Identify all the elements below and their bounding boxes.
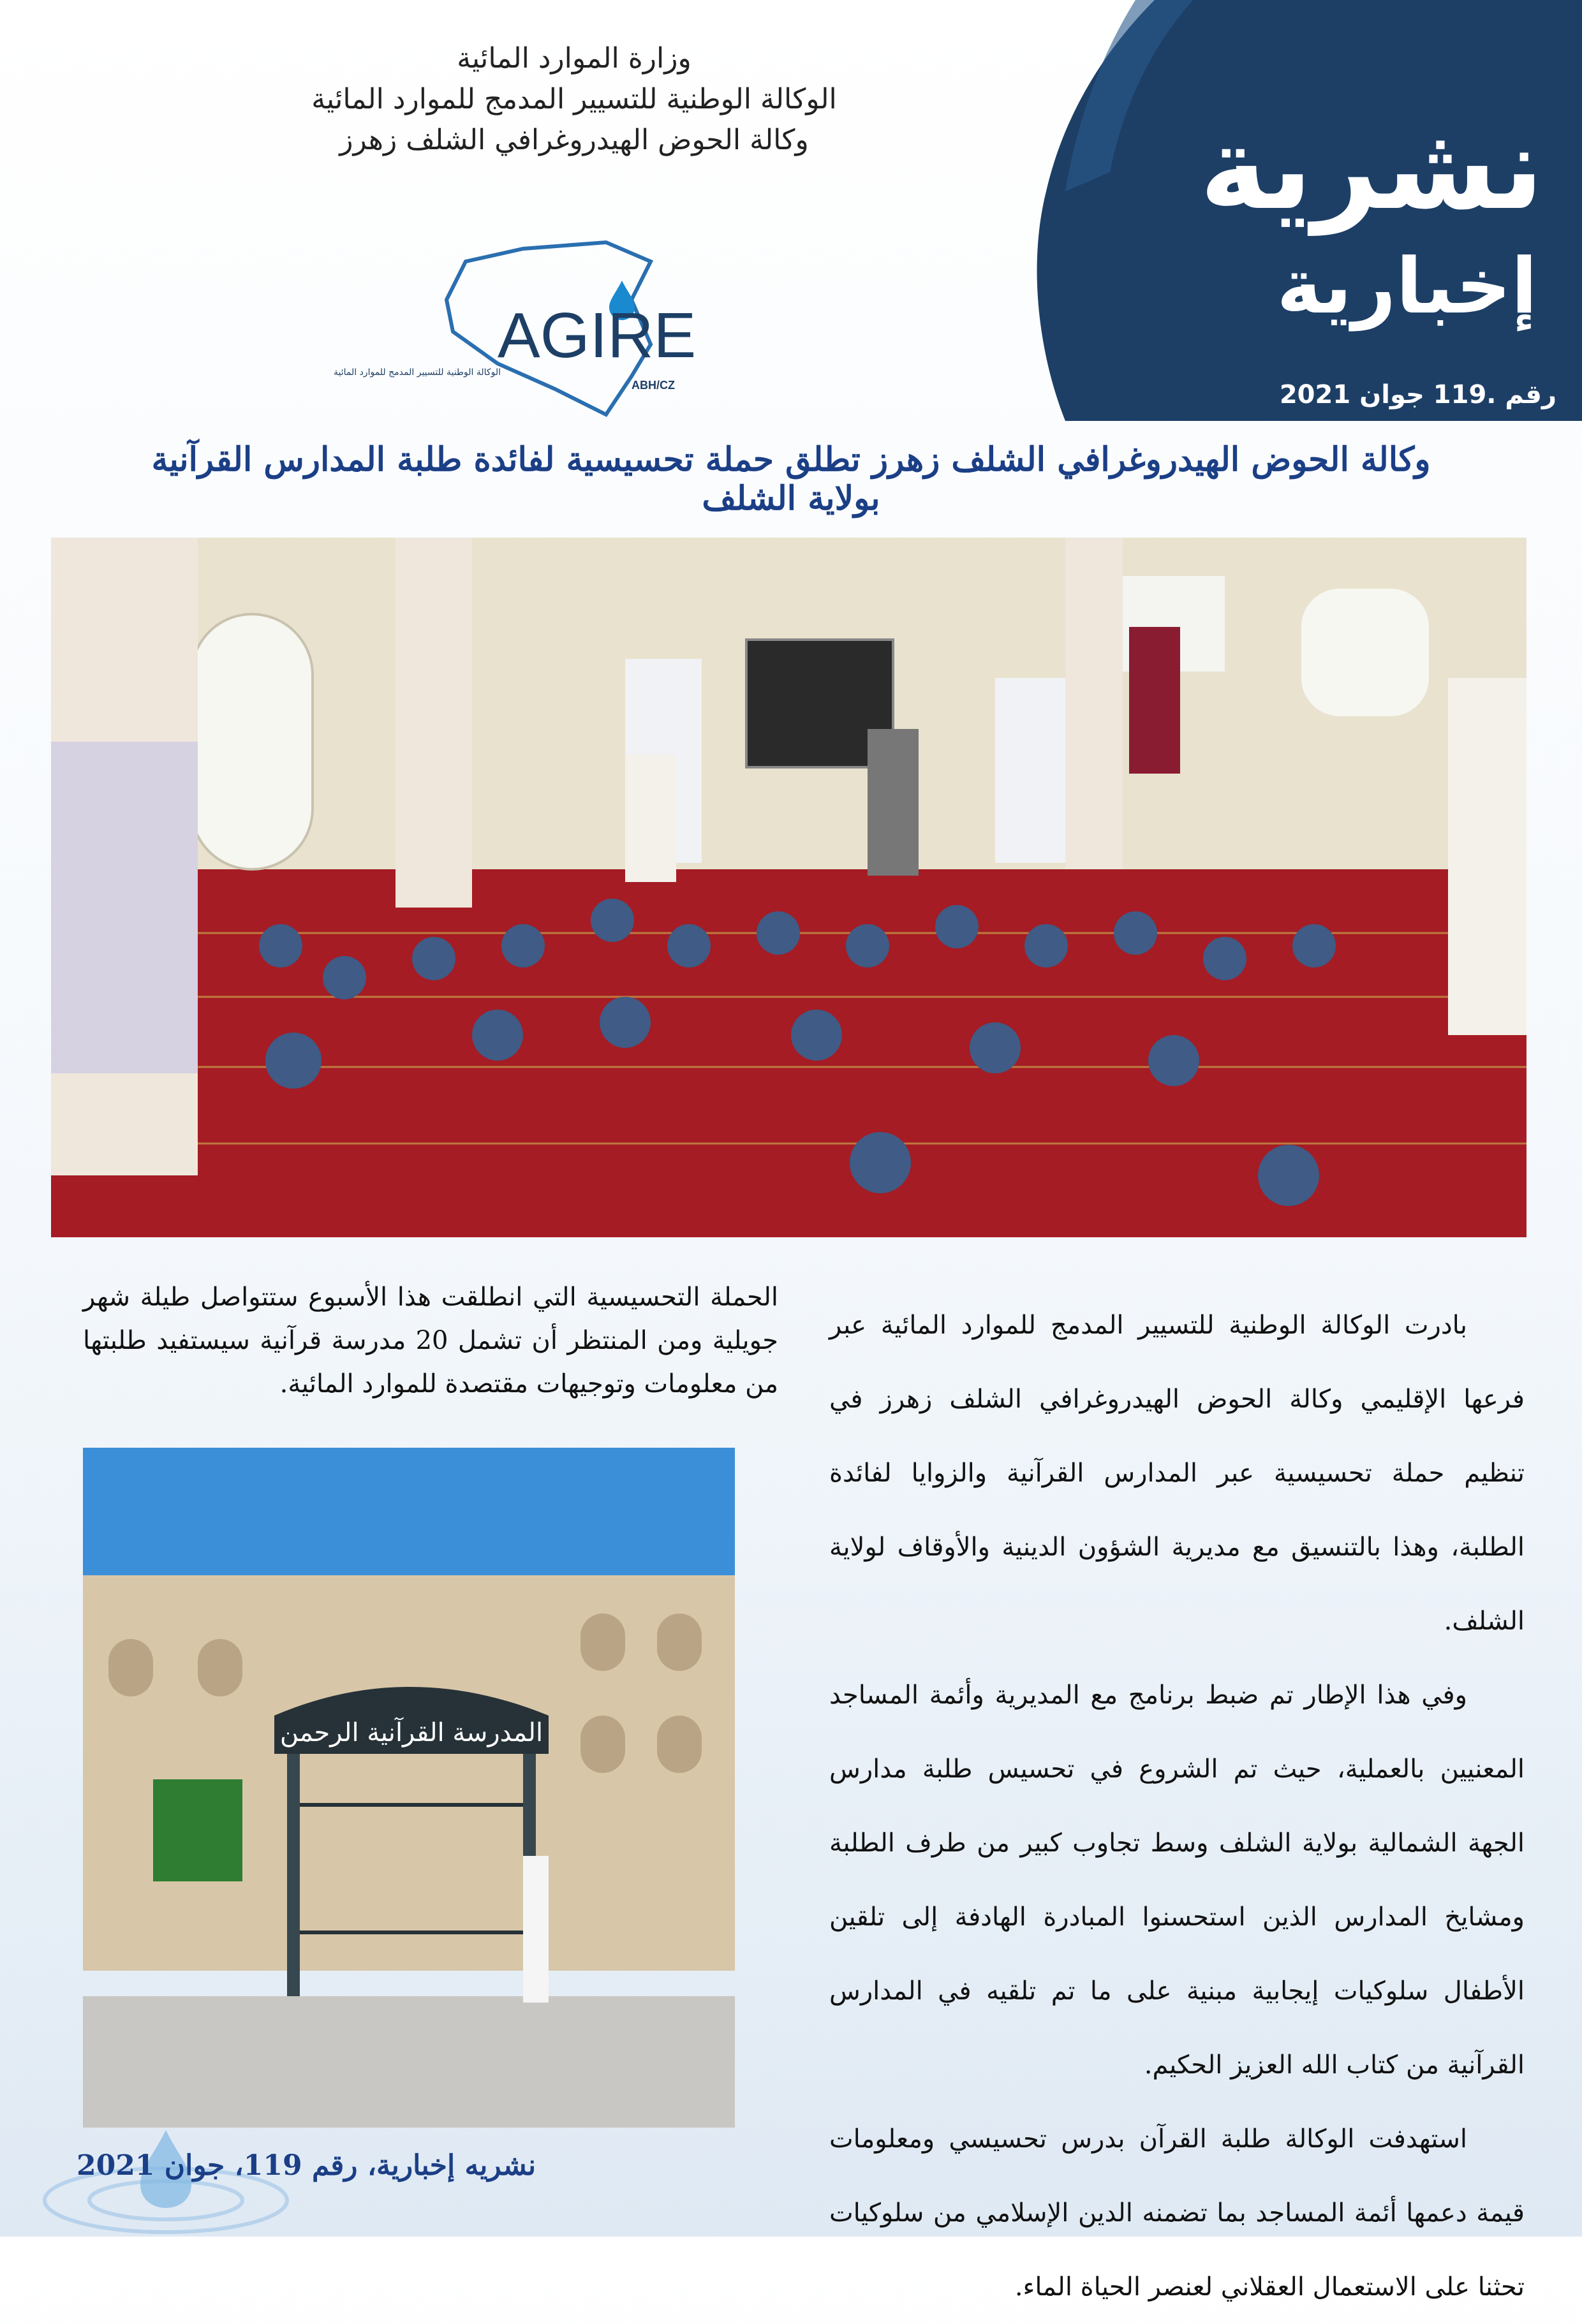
issue-number: رقم .119 جوان 2021 — [1279, 380, 1556, 409]
ministry-header — [268, 38, 880, 161]
school-sign: المدرسة القرآنية الرحمن — [279, 1718, 543, 1747]
article-left-paragraph: الحملة التحسيسية التي انطلقت هذا الأسبوع ستتواصل طيلة شهر جويلية ومن المنتظر أن تشمل 20 مدرسة قرآنية سيستفيد طلبتها من معلومات وتوجيهات مقتصدة للموارد المائية. — [83, 1283, 778, 1399]
masthead-title: نشرية — [1199, 102, 1544, 235]
logo-subtitle: الوكالة الوطنية للتسيير المدمج للموارد المائية — [333, 367, 501, 378]
logo-name: AGIRE — [498, 300, 697, 371]
quranic-school-photo — [83, 1448, 735, 2128]
agire-logo — [333, 236, 714, 427]
ministry-line: وزارة الموارد المائية — [457, 42, 691, 75]
article-paragraph: بادرت الوكالة الوطنية للتسيير المدمج للموارد المائية عبر فرعها الإقليمي وكالة الحوض الهيدروغرافي الشلف زهرز في تنظيم حملة تحسيسية عبر المدارس القرآنية والزوايا لفائدة الطلبة، وهذا بالتنسيق مع مديرية الشؤون الدينية والأوقاف لولاية الشلف. — [829, 1311, 1525, 1636]
masthead-subtitle: إخبارية — [1276, 242, 1537, 331]
article-body — [829, 1288, 1525, 2324]
mosque-awareness-photo — [51, 538, 1527, 1237]
article-paragraph: وفي هذا الإطار تم ضبط برنامج مع المديرية وأئمة المساجد المعنيين بالعملية، حيث تم الشروع في تحسيس طلبة مدارس الجهة الشمالية بولاية الشلف وسط تجاوب كبير من طرف الطلبة ومشايخ المدارس الذين استحسنوا المبادرة الهادفة إلى تلقين الأطفال سلوكيات إيجابية مبنية على ما تم تلقيه في المدارس القرآنية من كتاب الله العزيز الحكيم. — [829, 1680, 1525, 2080]
footer-caption: نشريه إخبارية، رقم 119، جوان 2021 — [77, 2149, 536, 2182]
article-headline: وكالة الحوض الهيدروغرافي الشلف زهرز تطلق حملة تحسيسية لفائدة طلبة المدارس القرآنية بولاية الشلف — [151, 440, 1431, 518]
agency-line: الوكالة الوطنية للتسيير المدمج للموارد المائية — [311, 83, 837, 115]
logo-code: ABH/CZ — [632, 379, 675, 392]
basin-agency-line: وكالة الحوض الهيدروغرافي الشلف زهرز — [339, 124, 809, 156]
article-paragraph: استهدفت الوكالة طلبة القرآن بدرس تحسيسي ومعلومات قيمة دعمها أئمة المساجد بما تضمنه الدين الإسلامي من سلوكيات تحثنا على الاستعمال العقلاني لعنصر الحياة الماء. — [829, 2124, 1525, 2302]
